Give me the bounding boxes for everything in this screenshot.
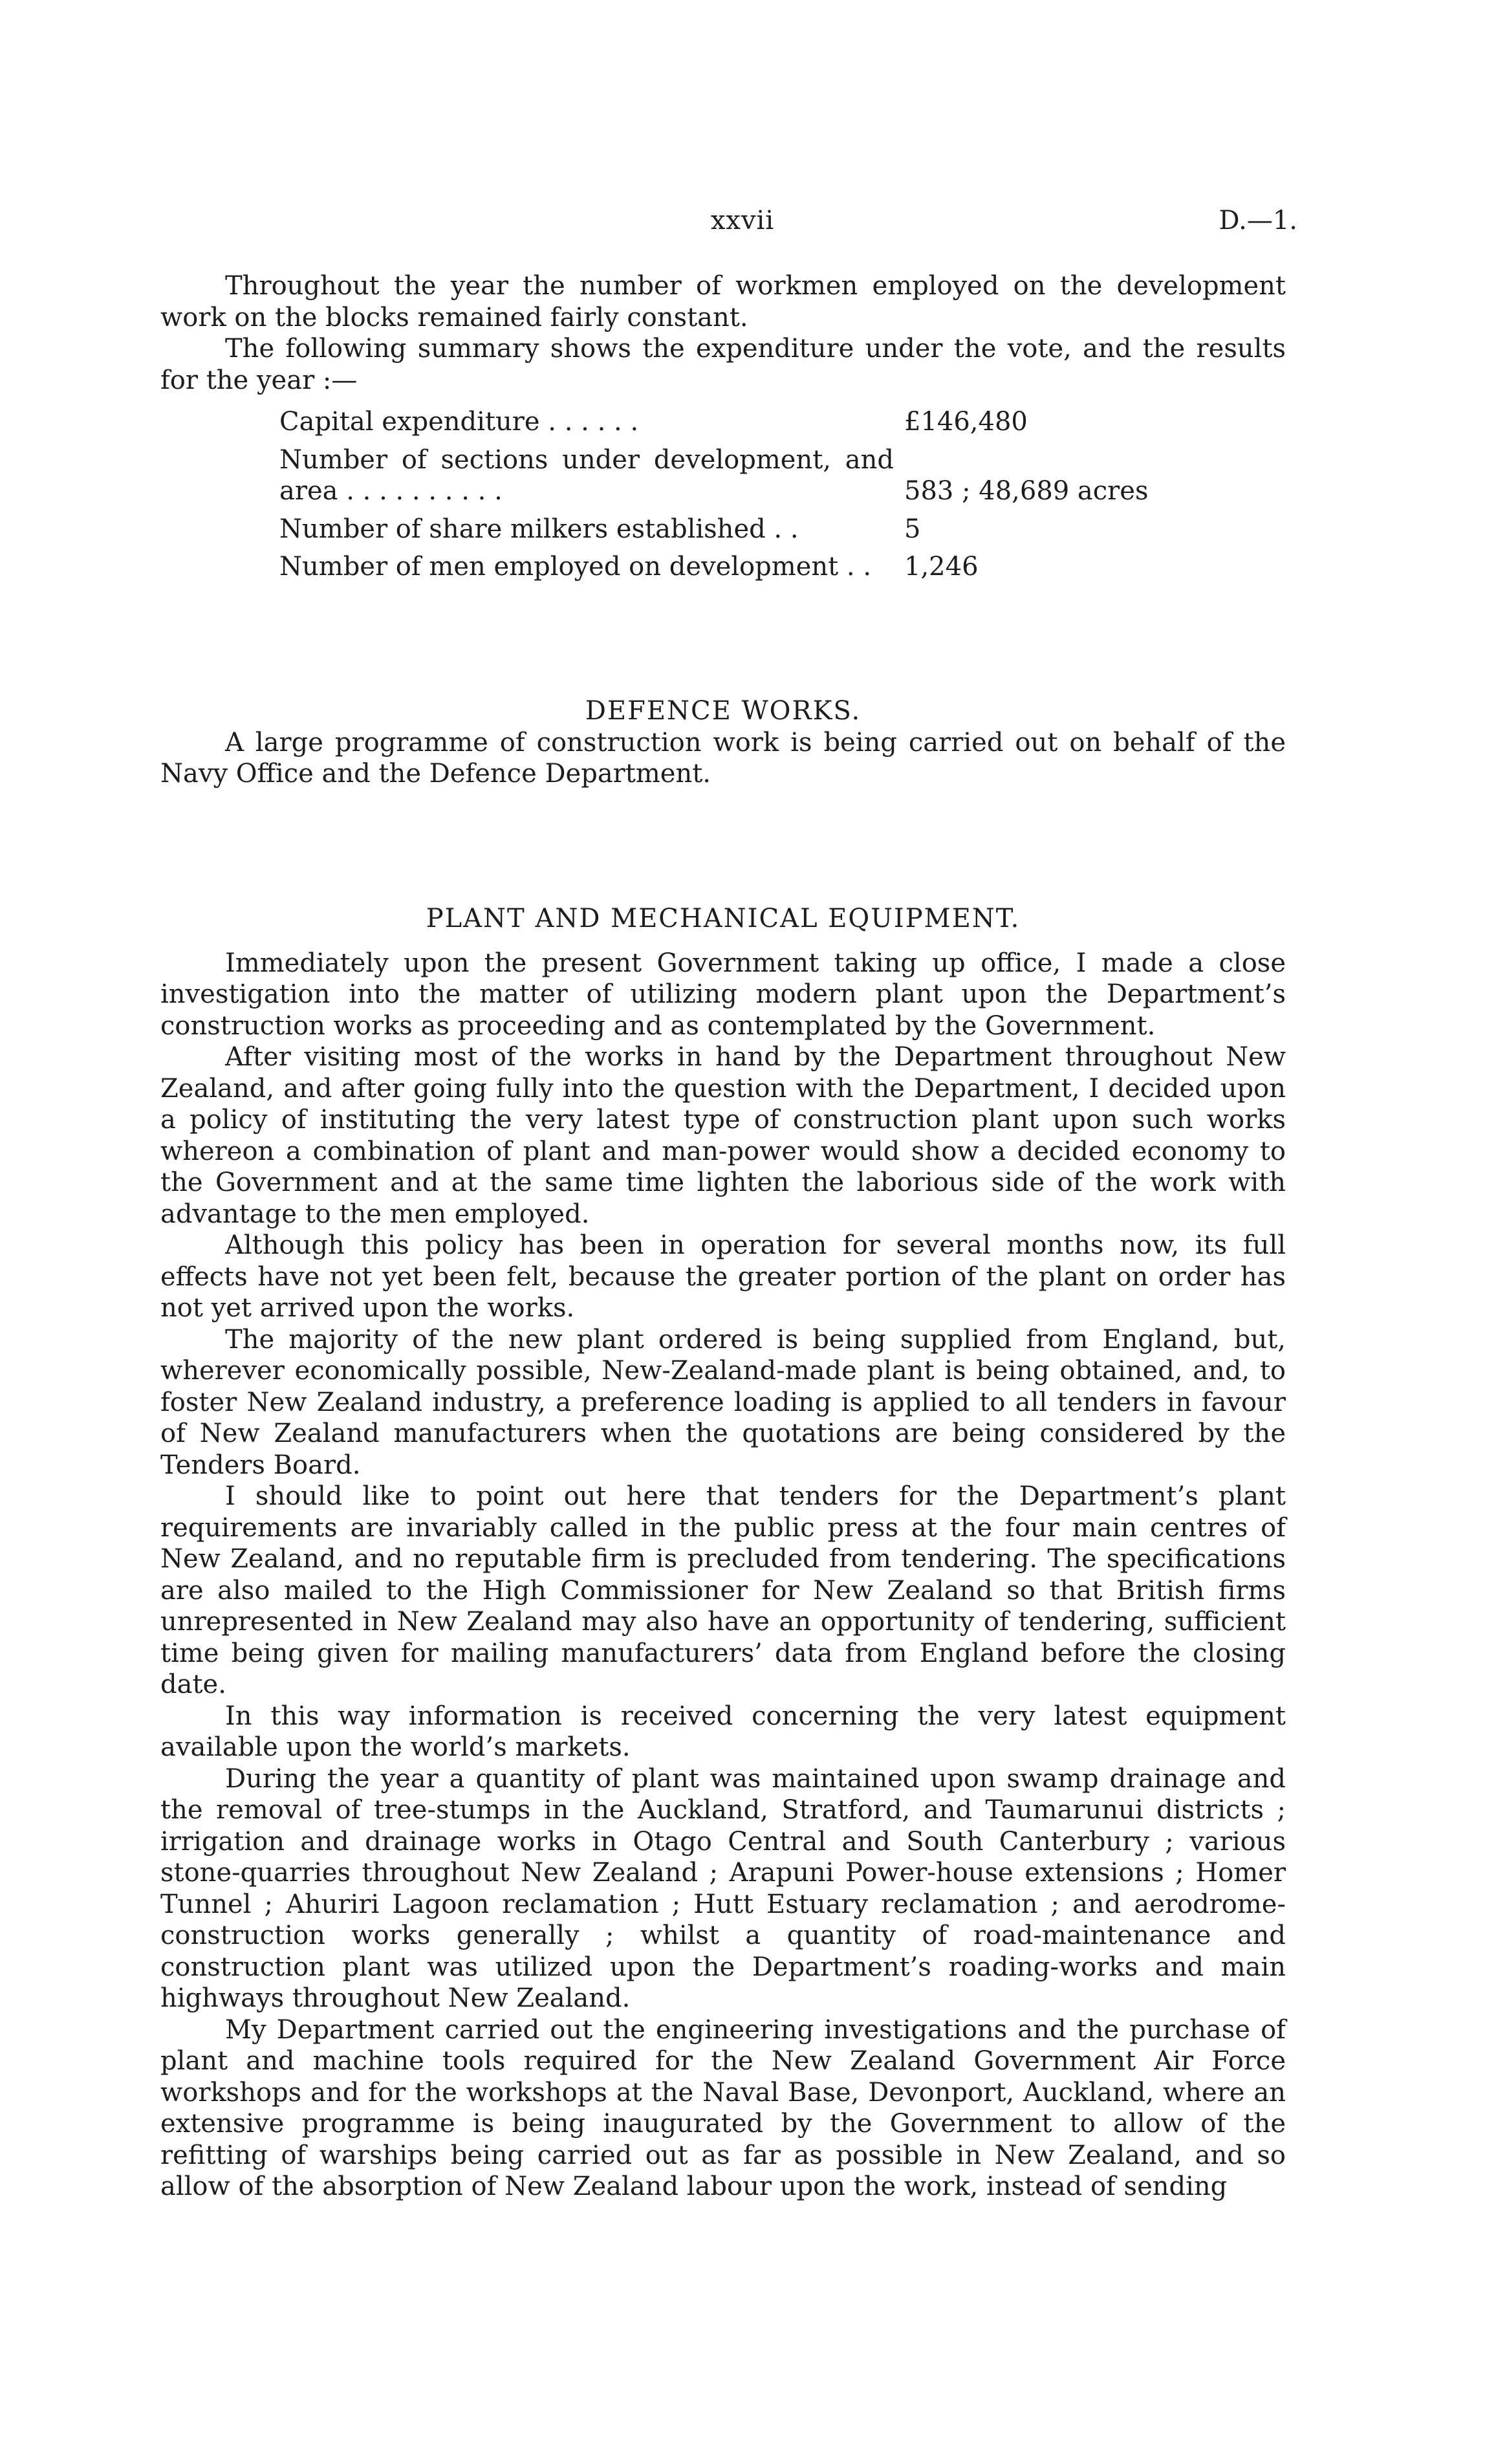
plant-paragraph: During the year a quantity of plant was maintained upon swamp drainage and the removal of tree-stumps in the Auckland, Stratford, and Taumarunui districts ; irrigation and drainage works in Otago Central and South Canterbury ; various stone-quarries throughout New Zealand ; Arapuni Power-house extensions ; Homer Tunnel ; Ahuriri Lagoon reclamation ; Hutt Estuary reclamation ; and aerodrome-construction works generally ; whilst a quantity of road-maintenance and construction plant was utilized upon the Department’s roading-works and main highways throughout New Zealand. xyxy=(160,1763,1286,2013)
intro-paragraph-1: Throughout the year the number of workmen employed on the development work on the blocks remained fairly constant. xyxy=(160,271,1286,333)
summary-label: Number of share milkers established . . xyxy=(279,514,799,544)
section-heading-plant: PLANT AND MECHANICAL EQUIPMENT. xyxy=(426,904,1021,933)
defence-paragraph: A large programme of construction work is being carried out on behalf of the Navy Office and the Defence Department. xyxy=(160,727,1286,789)
plant-paragraph: In this way information is received concerning the very latest equipment available upon the world’s markets. xyxy=(160,1701,1286,1762)
summary-label: Number of sections under development, and area . . . . . . . . . . xyxy=(279,444,894,506)
summary-table xyxy=(279,406,1172,583)
summary-row xyxy=(279,406,1172,438)
intro-paragraph-2: The following summary shows the expenditure under the vote, and the results for the year :— xyxy=(160,334,1286,395)
page-number: xxvii xyxy=(710,206,775,235)
defence-section xyxy=(160,695,1286,790)
plant-paragraph: My Department carried out the engineering investigations and the purchase of plant and machine tools required for the New Zealand Government Air Force workshops and for the workshops at the Naval Base, Devonport, Auckland, where an extensive programme is being inaugurated by the Government to allow of the refitting of warships being carried out as far as possible in New Zealand, and so allow of the absorption of New Zealand labour upon the work, instead of sending xyxy=(160,2014,1286,2201)
summary-row xyxy=(279,444,1172,507)
intro-section xyxy=(160,270,1286,589)
document-reference: D.—1. xyxy=(1219,206,1297,235)
section-heading-defence: DEFENCE WORKS. xyxy=(585,696,862,726)
summary-label: Capital expenditure . . . . . . xyxy=(279,407,639,437)
plant-paragraph: After visiting most of the works in hand by the Department throughout New Zealand, and after going fully into the question with the Department, I decided upon a policy of instituting the very latest type of construction plant upon such works whereon a combination of plant and man-power would show a decided economy to the Government and at the same time lighten the laborious side of the work with advantage to the men employed. xyxy=(160,1042,1286,1229)
plant-paragraph: I should like to point out here that tenders for the Department’s plant requirements are invariably called in the public press at the four main centres of New Zealand, and no reputable firm is precluded from tendering. The specifications are also mailed to the High Commissioner for New Zealand so that British firms unrepresented in New Zealand may also have an opportunity of tendering, sufficient time being given for mailing manufacturers’ data from England before the closing date. xyxy=(160,1481,1286,1699)
summary-row xyxy=(279,551,1172,583)
summary-value: 583 ; 48,689 acres xyxy=(904,476,1149,506)
summary-label: Number of men employed on development . . xyxy=(279,552,872,582)
summary-row xyxy=(279,514,1172,545)
plant-paragraph: Although this policy has been in operation for several months now, its full effects have not yet been felt, because the greater portion of the plant on order has not yet arrived upon the works. xyxy=(160,1230,1286,1323)
plant-paragraph: The majority of the new plant ordered is being supplied from England, but, wherever economically possible, New-Zealand-made plant is being obtained, and, to foster New Zealand industry, a preference loading is applied to all tenders in favour of New Zealand manufacturers when the quotations are being considered by the Tenders Board. xyxy=(160,1324,1286,1480)
summary-value: 1,246 xyxy=(904,552,979,582)
plant-paragraph: Immediately upon the present Government taking up office, I made a close investigation into the matter of utilizing modern plant upon the Department’s construction works as proceeding and as contemplated by the Government. xyxy=(160,948,1286,1041)
plant-section xyxy=(160,903,1286,2203)
summary-value: 5 xyxy=(904,514,921,544)
summary-value: £146,480 xyxy=(904,407,1028,437)
